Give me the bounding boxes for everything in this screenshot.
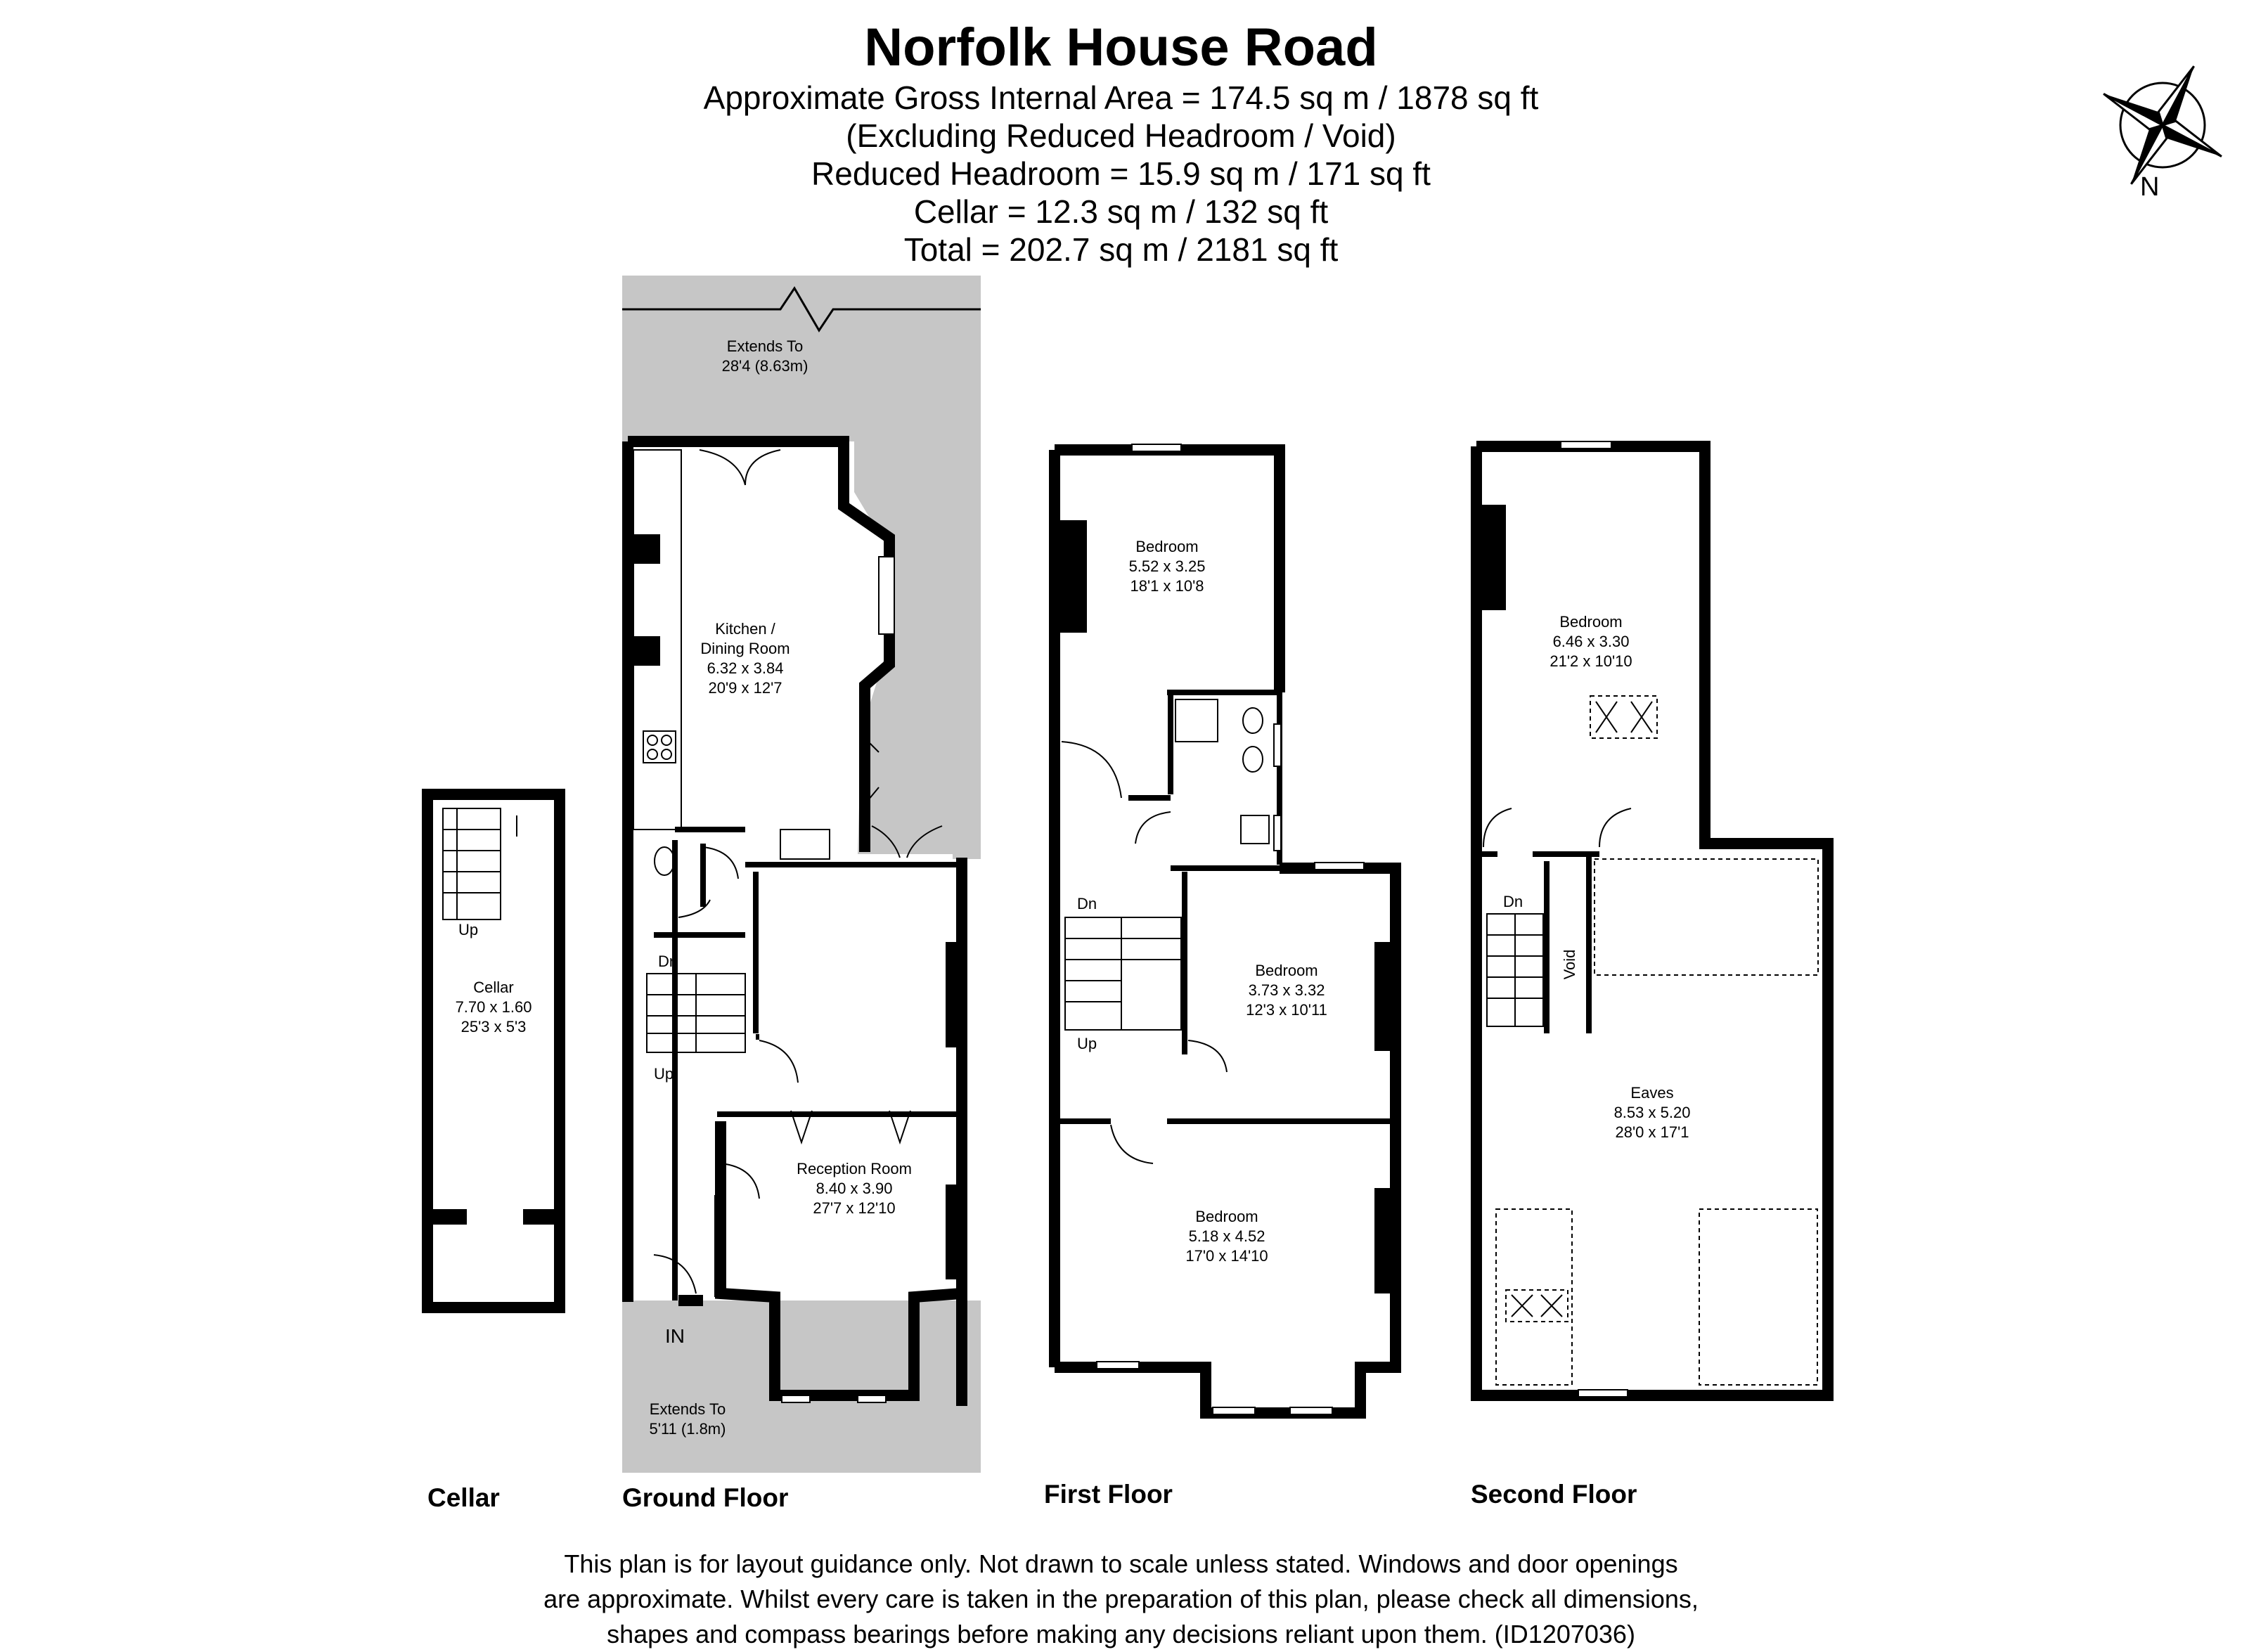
excluding-line: (Excluding Reduced Headroom / Void) — [846, 117, 1396, 154]
hob-icon — [643, 731, 676, 763]
ff-mid-bedroom-imperial: 12'3 x 10'11 — [1246, 1001, 1327, 1019]
bidet-icon — [1243, 747, 1263, 772]
eaves-metric: 8.53 x 5.20 — [1613, 1104, 1691, 1121]
front-extends-label-1: Extends To — [649, 1400, 726, 1418]
gross-area-line: Approximate Gross Internal Area = 174.5 sq m / 1878 sq ft — [703, 79, 1539, 116]
sf-down-label: Dn — [1503, 893, 1523, 910]
floor-label-second: Second Floor — [1471, 1480, 1637, 1509]
total-area-line: Total = 202.7 sq m / 2181 sq ft — [903, 231, 1339, 268]
ff-up-label: Up — [1077, 1035, 1097, 1052]
ff-rear-bedroom-imperial: 18'1 x 10'8 — [1130, 577, 1204, 595]
ff-front-bedroom-metric: 5.18 x 4.52 — [1188, 1227, 1265, 1245]
disclaimer-line-3: shapes and compass bearings before making any decisions reliant upon them. (ID1207036) — [607, 1620, 1635, 1648]
rear-extends-label-2: 28'4 (8.63m) — [721, 357, 808, 375]
disclaimer — [0, 1547, 2242, 1652]
reception-imperial: 27'7 x 12'10 — [813, 1199, 896, 1217]
sf-bedroom-imperial: 21'2 x 10'10 — [1550, 652, 1632, 670]
kitchen-name-2: Dining Room — [700, 640, 790, 657]
ff-down-label: Dn — [1077, 895, 1097, 912]
rear-french-doors — [700, 450, 780, 485]
entrance-label: IN — [665, 1325, 685, 1347]
ground-stairs — [647, 974, 745, 1052]
floor-label-cellar: Cellar — [427, 1483, 500, 1512]
ff-rear-bedroom-metric: 5.52 x 3.25 — [1128, 557, 1206, 575]
ff-basin-icon — [1241, 815, 1269, 844]
second-stairs — [1487, 914, 1543, 1026]
ff-front-bedroom-imperial: 17'0 x 14'10 — [1185, 1247, 1268, 1265]
floor-label-ground: Ground Floor — [622, 1483, 789, 1512]
kitchen-metric: 6.32 x 3.84 — [707, 659, 784, 677]
disclaimer-line-2: are approximate. Whilst every care is taken in the preparation of this plan, please check all dimensions, — [543, 1585, 1699, 1613]
sf-bedroom-metric: 6.46 x 3.30 — [1552, 633, 1630, 650]
sf-bedroom-name: Bedroom — [1559, 613, 1623, 631]
eaves-skylight-icon — [1506, 1290, 1568, 1322]
skylight-icon — [1590, 696, 1657, 738]
ff-toilet-icon — [1243, 708, 1263, 733]
cellar-room-name: Cellar — [473, 979, 514, 996]
ff-mid-bedroom-name: Bedroom — [1255, 962, 1318, 979]
cellar-room-metric: 7.70 x 1.60 — [455, 998, 532, 1016]
sink-icon — [780, 830, 830, 859]
toilet-icon — [655, 847, 674, 875]
first-floor-plan — [1055, 444, 1396, 1414]
ff-rear-bedroom-name: Bedroom — [1135, 538, 1199, 555]
ground-up-label: Up — [654, 1065, 674, 1083]
plan-title: Norfolk House Road — [864, 18, 1378, 77]
compass-icon — [2099, 62, 2227, 189]
reduced-headroom-line: Reduced Headroom = 15.9 sq m / 171 sq ft — [811, 155, 1431, 192]
kitchen-bay-window — [879, 557, 894, 634]
kitchen-imperial: 20'9 x 12'7 — [708, 679, 782, 697]
cellar-up-label: Up — [458, 921, 479, 938]
reception-name: Reception Room — [797, 1160, 912, 1177]
ground-floor-plan — [622, 276, 981, 1473]
cellar-room-imperial: 25'3 x 5'3 — [460, 1018, 527, 1035]
cellar-area-line: Cellar = 12.3 sq m / 132 sq ft — [913, 193, 1329, 230]
reception-metric: 8.40 x 3.90 — [816, 1180, 893, 1197]
ground-down-label: Dn — [658, 953, 678, 970]
cellar-stairs — [443, 808, 501, 919]
front-extends-label-2: 5'11 (1.8m) — [649, 1420, 726, 1438]
eaves-name: Eaves — [1630, 1084, 1674, 1102]
first-stairs — [1065, 917, 1181, 1030]
side-return-area — [854, 441, 981, 859]
disclaimer-line-1: This plan is for layout guidance only. Not drawn to scale unless stated. Windows and door openings — [564, 1549, 1678, 1578]
cellar-plan — [427, 794, 560, 1308]
kitchen-name-1: Kitchen / — [715, 620, 775, 638]
ff-mid-bedroom-metric: 3.73 x 3.32 — [1248, 981, 1325, 999]
shower-icon — [1175, 699, 1218, 742]
floor-label-first: First Floor — [1044, 1480, 1173, 1509]
void-label: Void — [1561, 949, 1578, 980]
compass-north-label: N — [2140, 172, 2160, 202]
rear-extends-label-1: Extends To — [726, 337, 804, 355]
second-floor-plan — [1476, 441, 1828, 1397]
ff-front-bedroom-name: Bedroom — [1195, 1208, 1258, 1225]
eaves-imperial: 28'0 x 17'1 — [1615, 1123, 1689, 1141]
